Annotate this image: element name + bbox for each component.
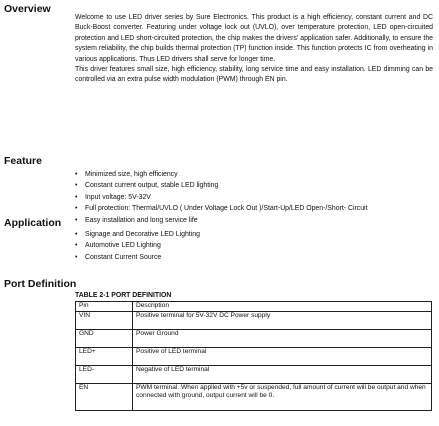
description-cell: Negative of LED terminal	[133, 366, 432, 384]
feature-list	[75, 169, 435, 226]
port-definition-table	[75, 301, 432, 411]
feature-list-item: • Input voltage: 5V-32V	[75, 192, 435, 203]
column-header-description: Description	[133, 302, 432, 312]
feature-heading: Feature	[4, 155, 42, 167]
port-definition-heading: Port Definition	[4, 278, 77, 290]
description-cell: Power Ground	[133, 330, 432, 348]
overview-heading: Overview	[4, 3, 51, 15]
application-list-item: • Signage and Decorative LED Lighting	[75, 229, 435, 240]
table-header-row	[76, 302, 432, 312]
table-row	[76, 384, 432, 411]
feature-list-item: • Easy installation and long service life	[75, 215, 435, 226]
table-row	[76, 312, 432, 330]
pin-cell: VIN	[76, 312, 133, 330]
overview-text	[75, 13, 433, 86]
application-list	[75, 229, 435, 263]
table-caption: TABLE 2-1 PORT DEFINITION	[75, 292, 172, 299]
table-row	[76, 348, 432, 366]
pin-cell: EN	[76, 384, 133, 411]
feature-list-item: • Constant current output, stable LED lighting	[75, 180, 435, 191]
column-header-pin: Pin	[76, 302, 133, 312]
feature-list-item: • Minimized size, high efficiency	[75, 169, 435, 180]
table-row	[76, 366, 432, 384]
description-cell: PWM terminal. When applied with +5v or suspended, full amount of current will be output and when connected with ground, output current will be 0.	[133, 384, 432, 411]
pin-cell: LED-	[76, 366, 133, 384]
overview-paragraph: This driver features small size, high efficiency, stability, long service time and easy installation. LED dimming can be controlled via an extra pulse width modulation (PWM) through EN pin.	[75, 66, 433, 84]
pin-cell: LED+	[76, 348, 133, 366]
application-heading: Application	[4, 217, 62, 229]
application-list-item: • Automotive LED Lighting	[75, 240, 435, 251]
table-row	[76, 330, 432, 348]
overview-paragraph: Welcome to use LED driver series by Sure Electronics. This product is a high efficiency, constant current and DC Buck-Boost converter. Featuring under voltage lock out (UVLO), over temperature protection, LED open-circuited protection and LED short-circuited protection, the chip makes the drivers' application safer. Additionally, to ensure the system reliability, the chip builds thermal protection (TP) function inside. This function protects IC from overheating in various applications. Thus LED drivers shall serve for longer time.	[75, 14, 433, 63]
application-list-item: • Constant Current Source	[75, 252, 435, 263]
pin-cell: GND	[76, 330, 133, 348]
feature-list-item: • Full protection: Thermal/UVLO ( Under Voltage Lock Out )/Start-Up/LED Open-/Short- Circuit	[75, 203, 435, 214]
description-cell: Positive of LED terminal	[133, 348, 432, 366]
description-cell: Positive terminal for 5V-32V DC Power supply	[133, 312, 432, 330]
